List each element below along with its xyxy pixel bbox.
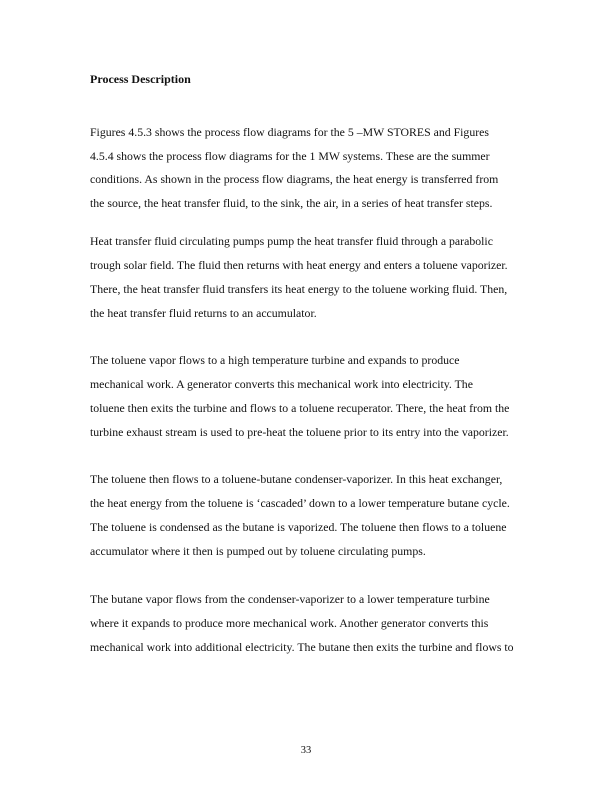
paragraph-5-line-3: mechanical work into additional electricity. The butane then exits the turbine and flows to [90, 640, 514, 654]
paragraph-2-line-2: trough solar field. The fluid then returns with heat energy and enters a toluene vaporizer. [90, 258, 508, 272]
paragraph-4-line-4: accumulator where it then is pumped out by toluene circulating pumps. [90, 544, 426, 558]
paragraph-1-line-3: conditions. As shown in the process flow diagrams, the heat energy is transferred from [90, 172, 499, 186]
paragraph-1-line-4: the source, the heat transfer fluid, to the sink, the air, in a series of heat transfer steps. [90, 196, 493, 210]
paragraph-3-line-3: toluene then exits the turbine and flows to a toluene recuperator. There, the heat from the [90, 401, 510, 415]
paragraph-1-line-2: 4.5.4 shows the process flow diagrams for the 1 MW systems. These are the summer [90, 149, 490, 163]
paragraph-5-line-1: The butane vapor flows from the condenser-vaporizer to a lower temperature turbine [90, 592, 490, 606]
paragraph-5-line-2: where it expands to produce more mechanical work. Another generator converts this [90, 616, 489, 630]
paragraph-4-line-1: The toluene then flows to a toluene-butane condenser-vaporizer. In this heat exchanger, [90, 472, 503, 486]
paragraph-2-line-1: Heat transfer fluid circulating pumps pump the heat transfer fluid through a parabolic [90, 234, 493, 248]
paragraph-2-line-3: There, the heat transfer fluid transfers its heat energy to the toluene working fluid. Then, [90, 282, 508, 296]
paragraph-3-line-2: mechanical work. A generator converts this mechanical work into electricity. The [90, 377, 473, 391]
page-number: 33 [300, 745, 312, 756]
paragraph-2-line-4: the heat transfer fluid returns to an accumulator. [90, 306, 317, 320]
section-heading: Process Description [90, 72, 191, 86]
paragraph-3-line-1: The toluene vapor flows to a high temperature turbine and expands to produce [90, 353, 460, 367]
paragraph-1-line-1: Figures 4.5.3 shows the process flow diagrams for the 5 –MW STORES and Figures [90, 125, 489, 139]
paragraph-4-line-2: the heat energy from the toluene is ‘cascaded’ down to a lower temperature butane cycle. [90, 496, 510, 510]
paragraph-3-line-4: turbine exhaust stream is used to pre-heat the toluene prior to its entry into the vaporizer. [90, 425, 509, 439]
paragraph-4-line-3: The toluene is condensed as the butane is vaporized. The toluene then flows to a toluene [90, 520, 507, 534]
